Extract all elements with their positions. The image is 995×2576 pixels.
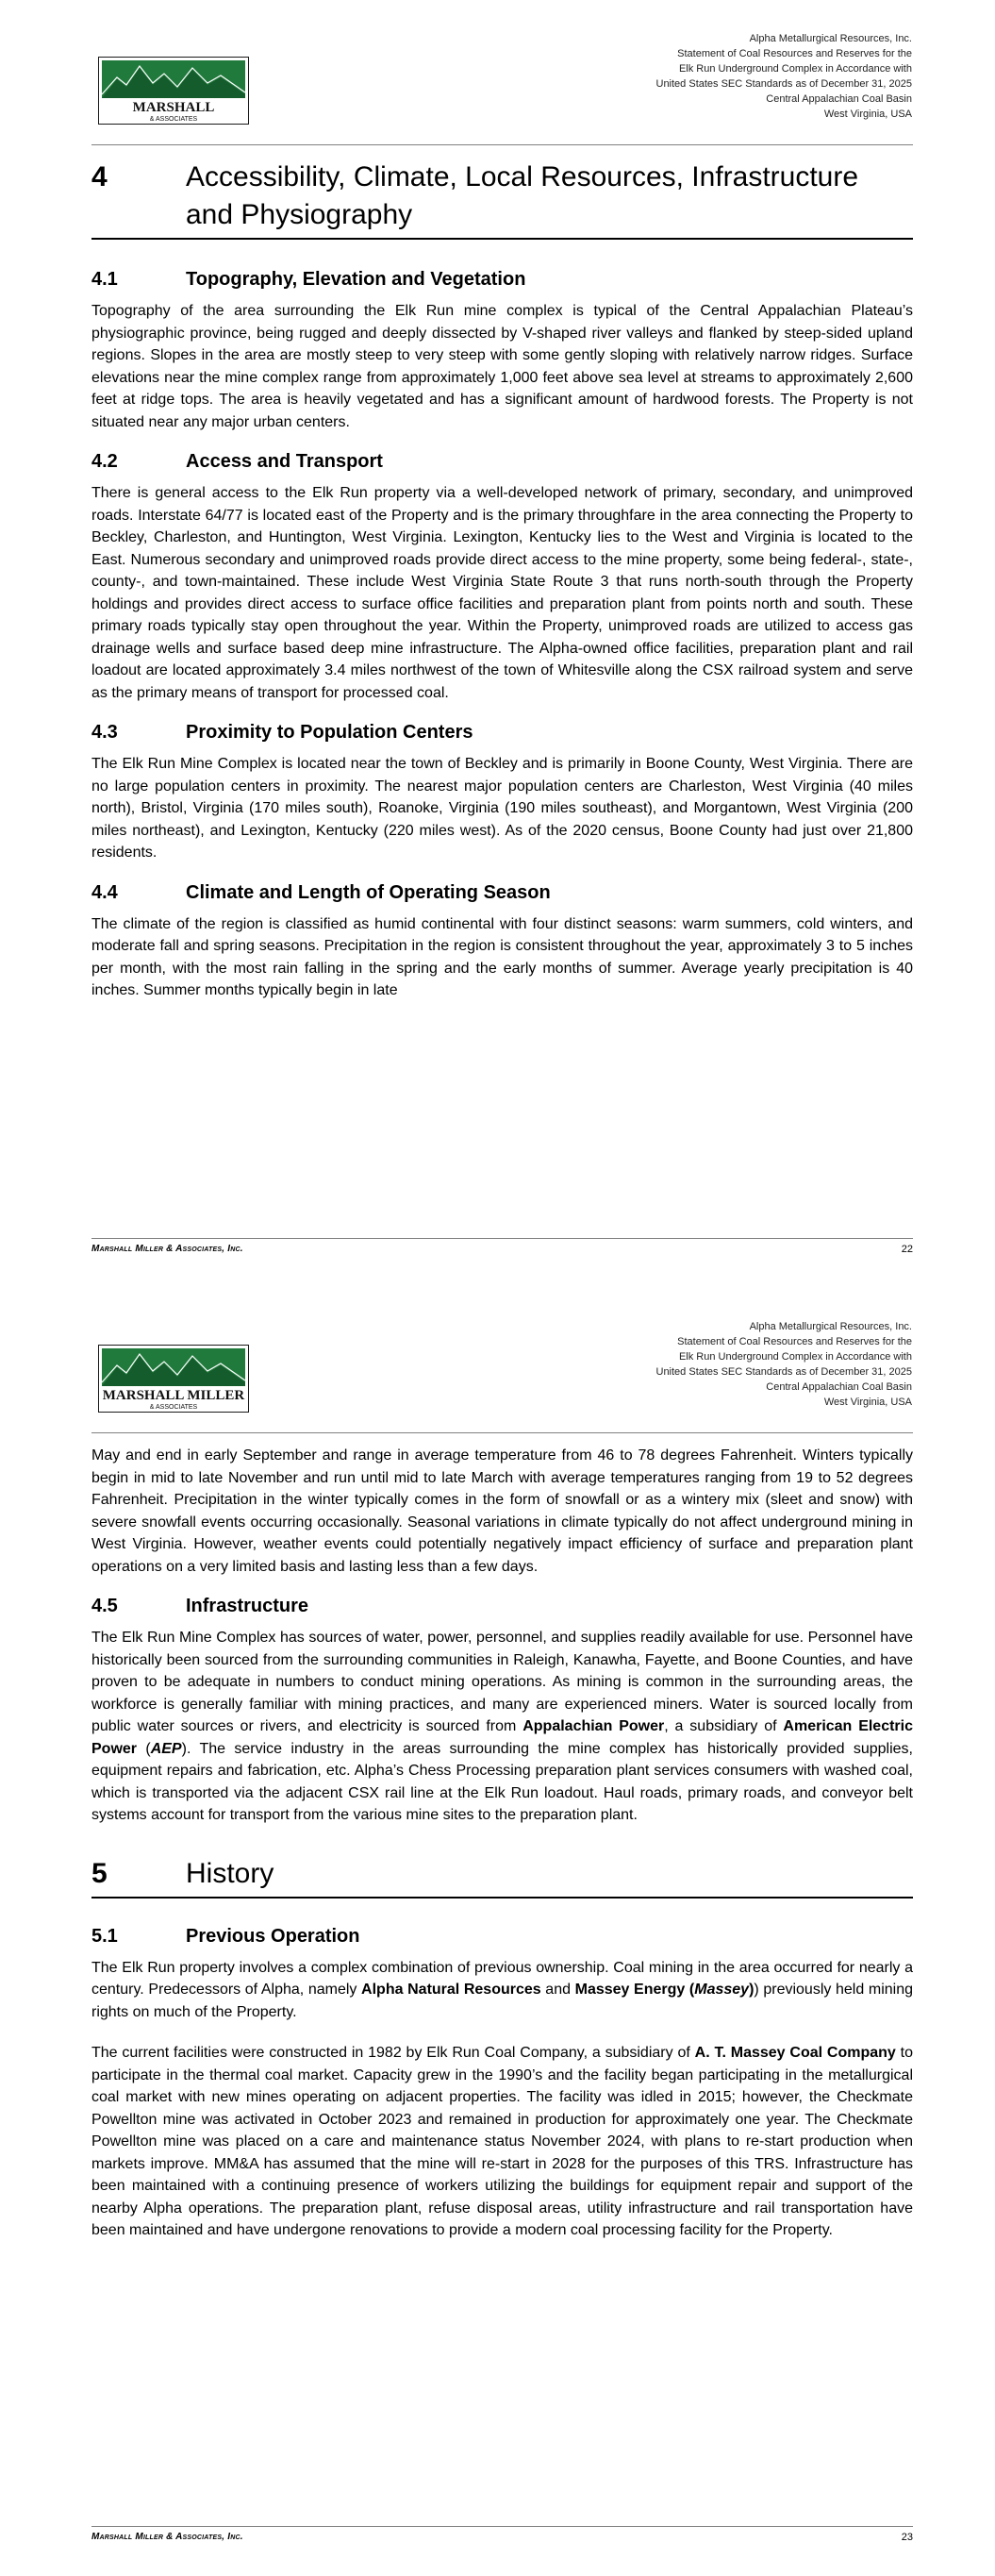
header-line: Central Appalachian Coal Basin (766, 93, 912, 105)
text-run: , a subsidiary of (664, 1718, 784, 1734)
section-title: Previous Operation (186, 1925, 360, 1947)
section-number: 4.5 (91, 1596, 118, 1616)
text-run: ) previously held mining rights on much of the Property. (91, 1982, 913, 2020)
section-title: Topography, Elevation and Vegetation (186, 269, 526, 290)
section-4-4-heading (91, 879, 913, 906)
header-line: West Virginia, USA (823, 1397, 912, 1408)
section-4-5-heading (91, 1593, 913, 1619)
header-line: United States SEC Standards as of December 31, 2025 (655, 78, 912, 90)
chapter-title: Accessibility, Climate, Local Resources, Infrastructure and Physiography (186, 161, 859, 230)
bold-text: Massey Energy (574, 1982, 686, 1998)
paragraph: May and end in early September and range in average temperature from 46 to 78 degrees Fahrenheit. Winters typically begin in mid to late November and run until mid to late March with average temperatures ranging from 19 to 52 degrees Fahrenheit. Precipitation in the winter typically comes in the form of snowfall or as a wintery mix (sleet and snow) with severe snowfall events occurring occasionally. Seasonal variations in climate typically do not affect underground mining in West Virginia. However, weather events could potentially negatively impact efficiency of surface and preparation plant operations on a very limited basis and lasting less than a few days. (91, 1447, 913, 1575)
section-4-1-heading (91, 266, 913, 293)
chapter-number: 4 (91, 161, 108, 192)
paragraph: Topography of the area surrounding the Elk Run mine complex is typical of the Central Appalachian Plateau’s physiographic province, being rugged and deeply dissected by V-shaped river valleys and flanked by steep-sided upland regions. Slopes in the area are mostly steep to very steep with some gently sloping with relatively narrow ridges. Surface elevations near the mine complex range from approximately 1,000 feet above sea level at streams to approximately 2,600 feet at ridge tops. The area is heavily vegetated and has a significant amount of hardwood forests. The Property is not situated near any major urban centers. (91, 303, 913, 430)
page-23 (0, 1288, 995, 2576)
header-rule (91, 144, 913, 145)
section-5-1-heading (91, 1923, 913, 1949)
bold-text: Alpha Natural Resources (361, 1982, 541, 1998)
page-22-body (91, 159, 913, 1002)
text-run: The Elk Run property involves a complex combination of previous ownership. Coal mining in the area occurred for nearly a century. Predecessors of Alpha, namely (91, 1959, 913, 1998)
section-number: 4.3 (91, 722, 118, 743)
page-footer (91, 1244, 913, 1254)
header-line: United States SEC Standards as of December 31, 2025 (655, 1366, 912, 1378)
paragraph: The Elk Run Mine Complex is located near the town of Beckley and is primarily in Boone County, West Virginia. There are no large population centers in proximity. The nearest major population centers are Charleston, West Virginia (40 miles north), Bristol, Virginia (170 miles south), Roanoke, Virginia (190 miles southeast), and Morgantown, West Virginia (200 miles northeast), and Lexington, Kentucky (220 miles west). As of the 2020 census, Boone County had just over 21,800 residents. (91, 756, 913, 861)
header-rule (91, 1432, 913, 1433)
bold-italic-text: Massey (694, 1982, 750, 1998)
text-run: to participate in the thermal coal market. Capacity grew in the 1990’s and the facility began participating in the metallurgical coal market with new mines operating on adjacent properties. The facility was idled in 2015; however, the Checkmate Powellton mine was activated in October 2023 and remained in production for approximately one year. The Checkmate Powellton mine was placed on a care and maintenance status November 2024, with plans to re-start production when markets improve. MM&A has assumed that the mine will re-start in 2028 for the purposes of this TRS. Infrastructure has been maintained with a continuing presence of workers utilizing the buildings for equipment repair and support of the nearby Alpha operations. The preparation plant, refuse disposal areas, utility infrastructure and rail transportation have been maintained and have undergone renovations to provide a modern coal processing facility for the Property. (91, 2045, 914, 2238)
header-line: Elk Run Underground Complex in Accordance with (678, 1351, 912, 1363)
svg-text:MARSHALL: MARSHALL (132, 100, 215, 115)
header-line: Central Appalachian Coal Basin (766, 1381, 912, 1393)
text-run: and (540, 1982, 575, 1998)
paragraph: The climate of the region is classified as humid continental with four distinct seasons: warm summers, cold winters, and moderate fall and spring seasons. Precipitation in the region is consistent throughout the year, approximately 3 to 5 inches per month, with the most rain falling in the spring and the early months of summer. Average yearly precipitation is 40 inches. Summer months typically begin in late (91, 915, 913, 998)
paragraph (91, 1627, 913, 1827)
section-title: Proximity to Population Centers (186, 722, 473, 743)
header-line: Alpha Metallurgical Resources, Inc. (749, 33, 912, 44)
header-line: Alpha Metallurgical Resources, Inc. (749, 1321, 912, 1332)
chapter-title: History (186, 1857, 274, 1889)
document-header (656, 1319, 913, 1410)
bold-text: ( (685, 1982, 695, 1998)
section-number: 5.1 (91, 1925, 118, 1947)
footer-rule (91, 2526, 913, 2527)
company-logo (98, 1345, 249, 1413)
text-run: The current facilities were constructed in 1982 by Elk Run Coal Company, a subsidiary of (91, 2045, 695, 2061)
text-run: ). The service industry in the areas surrounding the mine complex has historically provided supplies, equipment repairs and fabrication, etc. Alpha’s Chess Processing preparation plant services consumers with washed coal, which is transported via the adjacent CSX rail line at the Elk Run loadout. Haul roads, primary roads, and conveyor belt systems account for transport from the various mine sites to the preparation plant. (91, 1740, 914, 1823)
text-run: ( (137, 1740, 151, 1757)
company-logo (98, 57, 249, 125)
document-header (656, 31, 913, 122)
page-number: 23 (901, 2532, 913, 2543)
section-4-3-heading (91, 719, 913, 745)
text-run: The Elk Run Mine Complex has sources of water, power, personnel, and supplies readily available for use. Personnel have historically been sourced from the surrounding communities in Raleigh, Kanawha, Fayette, and Boone Counties, and have proven to be adequate in numbers to conduct mining operations. As mining is common in the surrounding areas, the workforce is generally familiar with mining practices, and many are experienced miners. Water is sourced locally from public water sources or rivers, and electricity is sourced from (91, 1630, 913, 1734)
header-line: Statement of Coal Resources and Reserves for the (677, 1336, 912, 1347)
section-title: Access and Transport (186, 451, 383, 472)
bold-text: American Electric Power (91, 1718, 914, 1757)
header-line: West Virginia, USA (823, 109, 912, 120)
header-line: Elk Run Underground Complex in Accordance with (678, 63, 912, 75)
section-number: 4.4 (91, 881, 118, 903)
section-number: 4.1 (91, 269, 118, 290)
header-line: Statement of Coal Resources and Reserves for the (677, 48, 912, 59)
bold-text: A. T. Massey Coal Company (694, 2045, 896, 2061)
footer-company: Marshall Miller & Associates, Inc. (91, 1244, 243, 1254)
chapter-5-heading (91, 1855, 913, 1899)
chapter-number: 5 (91, 1857, 108, 1889)
svg-text:MARSHALL MILLER: MARSHALL MILLER (102, 1388, 245, 1403)
bold-italic-text: AEP (150, 1740, 182, 1757)
section-title: Infrastructure (186, 1596, 309, 1616)
chapter-4-heading (91, 159, 913, 240)
section-number: 4.2 (91, 451, 118, 472)
svg-text:& ASSOCIATES: & ASSOCIATES (149, 116, 198, 123)
section-4-2-heading (91, 448, 913, 475)
footer-company: Marshall Miller & Associates, Inc. (91, 2532, 243, 2542)
page-23-body (91, 1445, 913, 2242)
svg-text:& ASSOCIATES: & ASSOCIATES (149, 1404, 198, 1411)
paragraph: The Elk Run property involves a complex combination of previous ownership. Coal mining in the area occurred for nearly a century. Predecessors of Alpha, namely Alpha Natural Resources and Massey Energy (Massey)) previously held mining rights on much of the Property. (91, 1959, 913, 2020)
page-footer (91, 2532, 913, 2542)
bold-text: Appalachian Power (522, 1718, 665, 1734)
section-title: Climate and Length of Operating Season (186, 881, 551, 903)
page-number: 22 (901, 1244, 913, 1255)
paragraph: There is general access to the Elk Run property via a well-developed network of primary, secondary, and unimproved roads. Interstate 64/77 is located east of the Property and is the primary throughfare in the area connecting the Property to Beckley, Charleston, and Huntington, West Virginia. Lexington, Kentucky lies to the West and Virginia is located to the East. Numerous secondary and unimproved roads provide direct access to the mine property, some being federal-, state-, county-, and town-maintained. These include West Virginia State Route 3 that runs north-south through the Property holdings and provides direct access to surface office facilities and preparation plant from points north and south. These primary roads typically stay open throughout the year. Within the Property, unimproved roads are utilized to access gas drainage wells and surface based deep mine infrastructure. The Alpha-owned office facilities, preparation plant and rail loadout are located approximately 3.4 miles northwest of the town of Whitesville along the CSX railroad system and serve as the primary means of transport for processed coal. (91, 485, 913, 701)
footer-rule (91, 1238, 913, 1239)
paragraph (91, 2042, 913, 2242)
